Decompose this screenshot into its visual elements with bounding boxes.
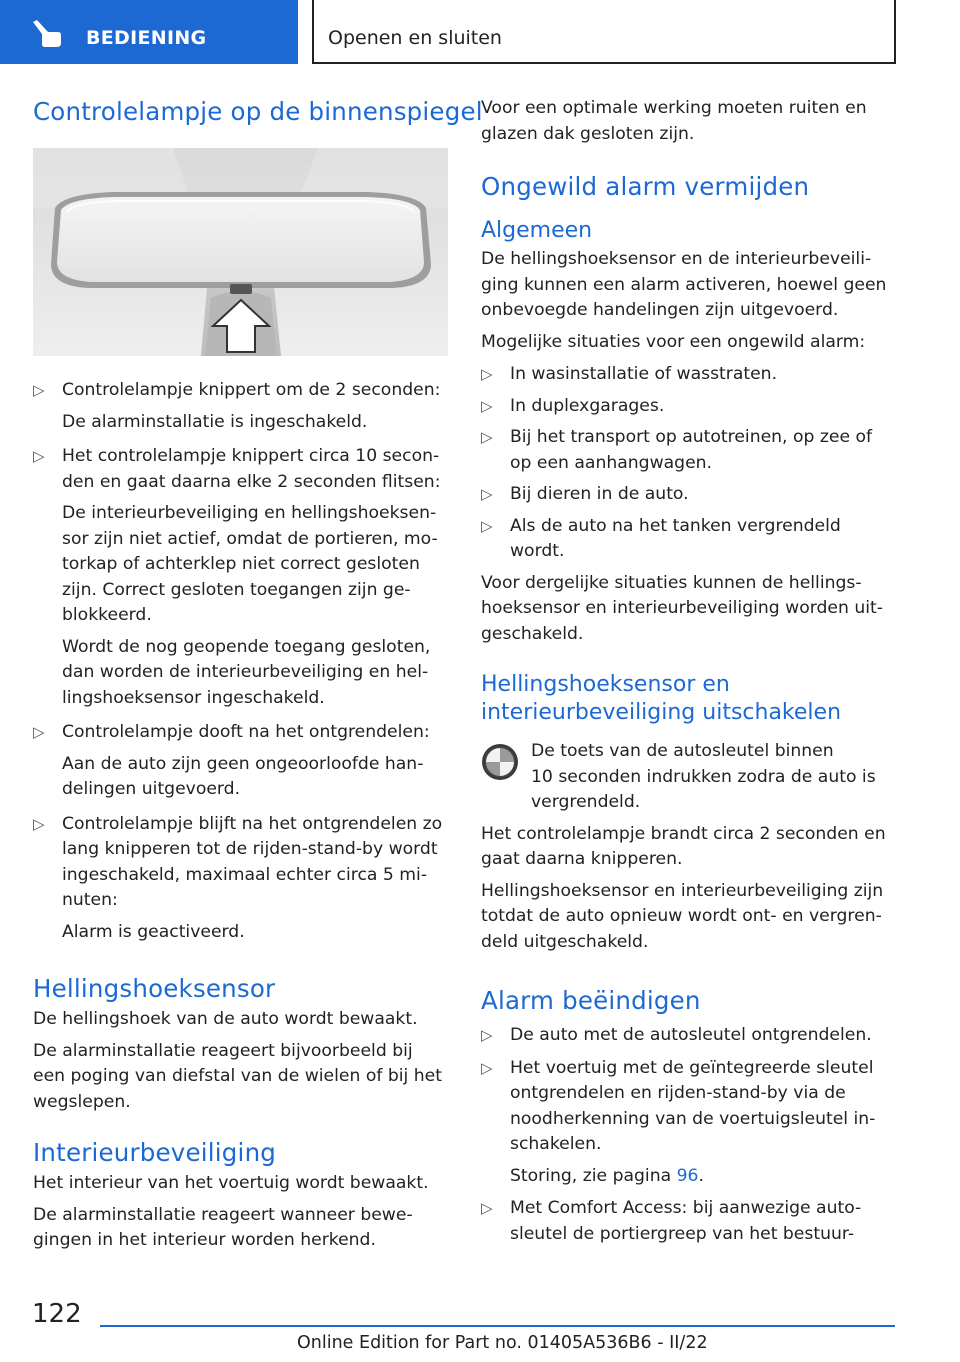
storing-reference: Storing, zie pagina 96. [510,1165,704,1186]
paragraph: De hellingshoek van de auto wordt bewaakt. [33,1009,418,1029]
paragraph: De alarminstallatie reageert bijvoorbeeld bij een poging van diefstal van de wielen of bij het wegslepen. [33,1040,443,1112]
heading-ongewild-alarm: Ongewild alarm vermijden [481,172,810,201]
pointing-hand-icon [30,20,64,48]
heading-alarm-beeindigen: Alarm beëindigen [481,986,701,1015]
left-column [33,96,483,1254]
indicator-list [33,378,448,945]
list-item: ▷ Controlelampje dooft na het ontgrendelen: Aan de auto zijn geen ongeoorloofde han- delingen uitgevoerd. [33,722,430,799]
triangle-bullet-icon: ▷ [481,1199,493,1217]
heading-uitschakelen: Hellingshoeksensor en interieurbeveiliging uitschakelen [481,672,842,725]
triangle-bullet-icon: ▷ [481,1058,493,1077]
triangle-bullet-icon: ▷ [33,723,45,741]
triangle-bullet-icon: ▷ [33,814,45,833]
list-item: ▷ Het voertuig met de geïntegreerde sleutel ontgrendelen en rijden-stand-by via de noodherkenning van de voertuigsleutel in- schakelen. Storing, zie pagina 96. [481,1056,893,1190]
edition-info: Online Edition for Part no. 01405A536B6 - II/22 [297,1333,708,1353]
page-number: 122 [32,1299,82,1329]
footer-divider [100,1325,895,1327]
chapter-label: BEDIENING [86,27,207,49]
triangle-bullet-icon: ▷ [481,485,493,503]
triangle-bullet-icon: ▷ [33,447,45,465]
triangle-bullet-icon: ▷ [481,428,493,446]
paragraph: De hellingshoeksensor en de interieurbeveili- ging kunnen een alarm activeren, hoewel geen onbevoegde handelingen zijn uitgevoerd. [481,249,887,320]
list-item: ▷ Controlelampje knippert om de 2 seconden: De alarminstallatie is ingeschakeld. [33,380,441,432]
paragraph: De alarminstallatie reageert wanneer bewe- gingen in het interieur worden herkend. [33,1204,413,1250]
paragraph: Het interieur van het voertuig wordt bewaakt. [33,1173,429,1193]
section-header [312,0,896,64]
triangle-bullet-icon: ▷ [481,1026,493,1044]
end-alarm-list [481,1023,893,1247]
heading-interieurbeveiliging: Interieurbeveiliging [33,1138,277,1167]
list-item: ▷ De auto met de autosleutel ontgrendelen. [481,1023,893,1049]
intro-paragraph: Voor een optimale werking moeten ruiten en glazen dak gesloten zijn. [481,98,867,144]
list-item: ▷ Bij het transport op autotreinen, op zee of op een aanhangwagen. [481,427,873,473]
heading-algemeen: Algemeen [481,218,593,243]
triangle-bullet-icon: ▷ [33,381,45,399]
paragraph: Voor dergelijke situaties kunnen de hellings- hoeksensor en interieurbeveiliging worden uit- geschakeld. [481,572,883,644]
paragraph: Het controlelampje brandt circa 2 seconden en gaat daarna knipperen. [481,823,886,869]
triangle-bullet-icon: ▷ [481,516,493,535]
section-label: Openen en sluiten [328,27,502,49]
bmw-key-logo-icon [481,743,519,781]
list-item: ▷ Het controlelampje knippert circa 10 secon- den en gaat daarna elke 2 seconden flitsen: De interieurbeveiliging en hellingshoeksen- sor zijn niet actief, omdat de portieren, mo- torkap of achterklep niet correct gesloten zijn. Correct gesloten toegangen zijn ge- blokkeerd. Wordt de nog geopende toegang gesloten, dan worden de interieurbeveiliging en hel- lingshoeksensor ingeschakeld. [33,446,441,708]
rear-view-mirror-indicator-image [33,148,448,356]
heading-controlelampje: Controlelampje op de binnenspiegel [33,97,483,126]
list-item: ▷ Controlelampje blijft na het ontgrendelen zo lang knipperen tot de rijden-stand-by wordt ingeschakeld, maximaal echter circa 5 mi- nuten: Alarm is geactiveerd. [33,813,443,942]
chapter-tab[interactable] [0,0,298,64]
situations-list [481,362,893,565]
heading-hellingshoeksensor: Hellingshoeksensor [33,974,276,1003]
right-column [481,96,893,1247]
list-item: ▷ In duplexgarages. [481,394,893,420]
triangle-bullet-icon: ▷ [481,365,493,383]
list-item: ▷ Met Comfort Access: bij aanwezige auto- sleutel de portiergreep van het bestuur- [481,1198,862,1244]
list-item: ▷ In wasinstallatie of wasstraten. [481,362,893,388]
paragraph: Mogelijke situaties voor een ongewild alarm: [481,331,866,352]
triangle-bullet-icon: ▷ [481,396,493,415]
list-item: ▷ Bij dieren in de auto. [481,482,893,508]
paragraph: Hellingshoeksensor en interieurbeveiliging zijn totdat de auto opnieuw wordt ont- en vergren- deld uitgeschakeld. [481,880,884,952]
key-button-instruction: De toets van de autosleutel binnen 10 seconden indrukken zodra de auto is vergrendeld. [481,739,893,816]
list-item: ▷ Als de auto na het tanken vergrendeld wordt. [481,515,841,561]
page-link-96[interactable]: 96 [676,1165,699,1186]
